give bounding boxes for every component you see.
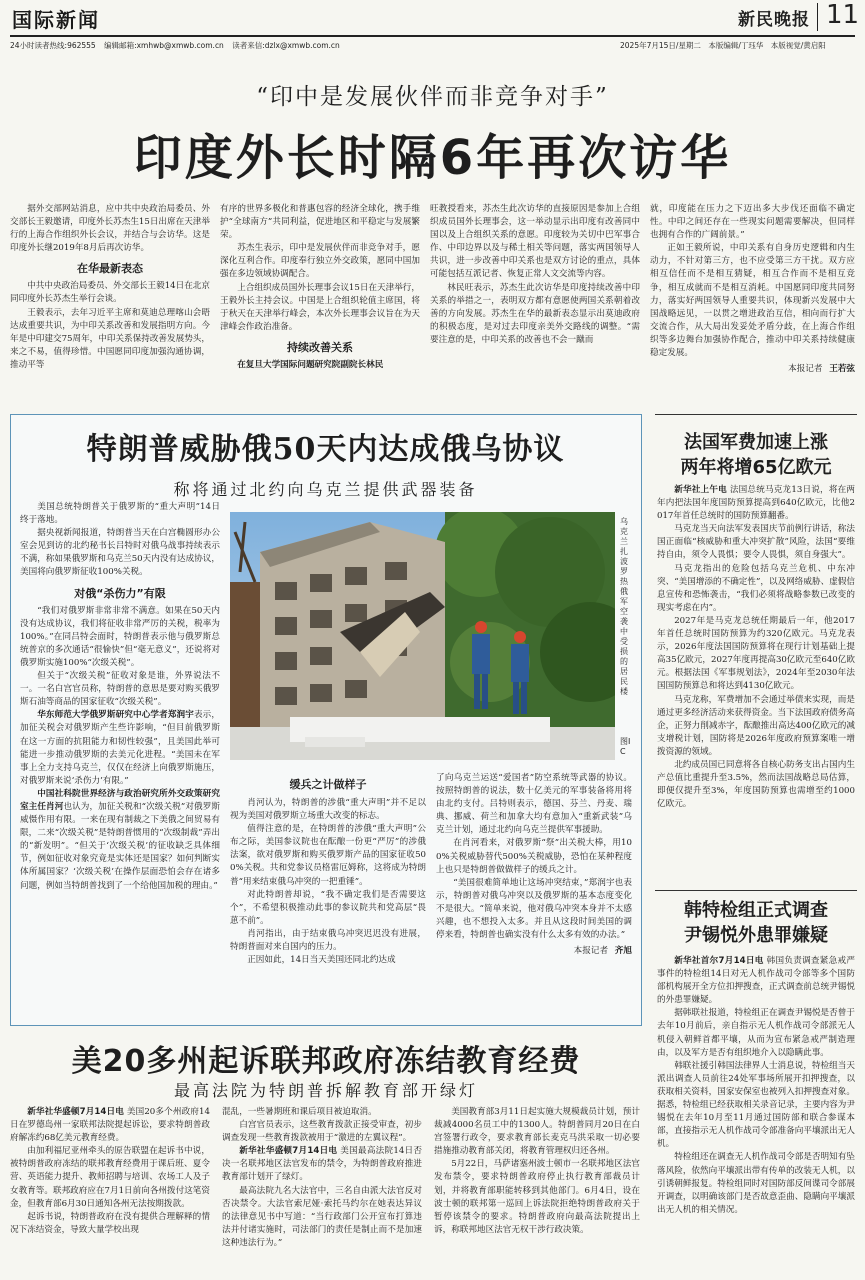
article-headline <box>655 898 857 948</box>
a5-col-2 <box>222 1106 422 1274</box>
subheading: 持续改善关系 <box>287 340 353 354</box>
a5-col-1 <box>10 1106 210 1274</box>
byline <box>436 944 632 956</box>
paragraph: 据外交部网站消息，应中共中央政治局委员、外交部长王毅邀请，印度外长苏杰生15日出席在天津举行的上海合作组织外长会议，并结合与会访华。这是印度外长继2019年8月后再次访华。 <box>10 204 210 254</box>
article-us-education <box>10 1030 642 1275</box>
paragraph: 特检组还在调查无人机作战司令部是否明知有坠落风险，依然向平壤派出带有传单的改装无人机，以引诱朝鲜报复。特检组同时对国防部反间谍司令部展开调查，以明确该部门是否故意歪曲、隐瞒向平壤派出无人机的相关情况。 <box>657 1152 855 1215</box>
paragraph <box>657 955 855 1007</box>
page-designer: 本版视觉/黄启阳 <box>770 41 826 50</box>
a2-col-2 <box>230 772 426 1022</box>
editor-email: 编辑邮箱:xmhwb@xmwb.com.cn <box>104 41 224 50</box>
paragraph-body: 美国最高法院14日否决一名联邦地区法官发布的禁令，为特朗普政府推进教育部计划开了绿灯。 <box>222 1146 422 1183</box>
paragraph: 林民旺表示，苏杰生此次访华是印度持续改善中印关系的举措之一，表明双方都有意愿使两国关系朝着改善的方向发展。苏杰生在华的最新表态显示出莫迪政府的积极态度，是对过去印度亲美外交路线的调整。“需要注意的是，中印关系的改善也不会一蹴而 <box>430 282 640 345</box>
a4-body <box>657 955 855 1273</box>
dateline: 新华社华盛顿7月14日电 <box>27 1107 124 1117</box>
article-subhead: 称将通过北约向乌克兰提供武器装备 <box>173 480 478 499</box>
article-headline <box>655 430 857 480</box>
source-name: 华东师范大学俄罗斯研究中心学者郑润宇 <box>37 710 194 721</box>
photo-credit: 图IC <box>620 737 631 756</box>
paragraph <box>20 788 220 893</box>
header-rule <box>10 35 855 37</box>
a3-body <box>657 484 855 880</box>
paragraph: 马克龙指出的危险包括乌克兰危机、中东冲突、“美国增添的不确定性”，以及网络威胁、虚假信息宣传和恐怖袭击，“我们必须将战略参数已改变的现实考虑在内”。 <box>657 563 855 613</box>
article-kicker: “印中是发展伙伴而非竞争对手” <box>256 84 609 110</box>
page-editor: 本版编辑/丁珏华 <box>708 41 764 50</box>
news-photo <box>230 512 615 760</box>
paragraph <box>20 709 220 788</box>
a1-col-4 <box>650 203 855 398</box>
paragraph <box>222 1145 422 1184</box>
paragraph: 据央视新闻报道，特朗普当天在白宫椭圆形办公室会见到访的北约秘书长吕特时对俄乌战事持续表示不满，称如果俄罗斯和乌克兰50天内没有达成协议，美国将向俄罗斯征收100%关税。 <box>20 528 220 578</box>
paragraph: 旺教授看来，苏杰生此次访华的直接原因是参加上合组织成员国外长理事会，这一举动显示出印度有改善同中国以及上合组织关系的意愿。印度较为关切中巴军事合作、中印边界以及与稀土相关等问题，落实两国领导人共识，进一步改善中印关系也是双方讨论的重点，具体可能包括互派记者、恢复正常人文交流等内容。 <box>430 204 640 280</box>
paragraph: 正如王毅所说，中印关系有自身历史逻辑和内生动力，不针对第三方，也不应受第三方干扰。双方应相互信任而不是相互猜疑，相互合作而不是相互竞争，相互成就而不是相互消耗。中国愿同印度共同努力，落实好两国领导人重要共识，体现新兴发展中大国战略远见，一以贯之增进政治互信，相向而行扩大交流合作，从大局出发妥处矛盾分歧，在上海合作组织等多边舞台加强协作配合，推动中印关系持续健康稳定发展。 <box>650 243 855 359</box>
article-headline: 印度外长时隔6年再次访华 <box>133 130 732 186</box>
a1-col-3 <box>430 203 640 398</box>
paragraph: 中共中央政治局委员、外交部长王毅14日在北京同印度外长苏杰生举行会谈。 <box>10 281 210 305</box>
subheading: 对俄“杀伤力”有限 <box>74 586 166 600</box>
a1-col-1 <box>10 203 210 398</box>
reader-hotline: 24小时读者热线:962555 <box>10 41 96 50</box>
paragraph: 上合组织成员国外长理事会议15日在天津举行，王毅外长主持会议。中国是上合组织轮值主席国，将于秋天在天津举行峰会，本次外长理事会议旨在为天津峰会作政治准备。 <box>220 282 420 332</box>
paragraph: 在肖河看来，对俄罗斯“祭”出关税大棒，用100%关税威胁替代500%关税威胁，恐怕在某种程度上也只是特朗普做做样子的缓兵之计。 <box>436 838 632 875</box>
paragraph: 肖河指出，由于结束俄乌冲突迟迟没有进展，特朗普面对来自国内的压力。 <box>230 928 426 953</box>
header-info-line <box>10 40 340 51</box>
paragraph: 值得注意的是，在特朗普的涉俄“重大声明”公布之际，美国参议院也在酝酿一份更“严厉”的涉俄法案，欲对俄罗斯和购买俄罗斯产品的国家征收500%关税。共和党参议员格雷厄姆称，这将成为特朗普“用来结束俄乌冲突的一把重锤”。 <box>230 824 426 887</box>
headline-line-1: 法国军费加速上涨 <box>684 432 828 453</box>
newspaper-logo: 新民晚报 <box>738 10 810 30</box>
headline-line-2: 两年将增65亿欧元 <box>680 457 832 478</box>
dateline: 新华社上午电 <box>674 485 727 495</box>
article-headline: 美20多州起诉联邦政府冻结教育经费 <box>71 1044 581 1079</box>
dateline: 新华社华盛顿7月14日电 <box>239 1146 338 1157</box>
article-france-defense <box>655 414 857 884</box>
paragraph: 韩联社援引韩国法律界人士消息说，特检组当天派出调查人员前往24处军事场所展开扣押搜查，以获取相关资料，国家安保室也被列入扣押搜查对象。据悉，特检组已经获取相关录音记录，主要内容为尹锡悦在去年10月至11月通过国防部和联合参谋本部，直接指示无人机作战司令部准备向平壤派出无人机。 <box>657 1060 855 1150</box>
headline-line-2: 尹锡悦外患罪嫌疑 <box>684 925 828 946</box>
paragraph: 据韩联社报道，特检组正在调查尹锡悦是否曾于去年10月前后，亲自指示无人机作战司令部派无人机侵入朝鲜首都平壤，从而为宣布紧急戒严制造理由，以及军方是否有组织地介入以隐瞒此事。 <box>657 1008 855 1058</box>
section-title: 国际新闻 <box>12 8 100 32</box>
paragraph: 王毅表示，去年习近平主席和莫迪总理喀山会晤达成重要共识，为中印关系改善和发展指明方向。今年是中印建交75周年，中印关系保持改善发展势头，来之不易，值得珍惜。中国愿同印度加强沟通协调，推动平等 <box>10 307 210 370</box>
paragraph: 有序的世界多极化和普惠包容的经济全球化，携手维护“全球南方”共同利益，促进地区和平稳定与发展繁荣。 <box>220 204 420 241</box>
paragraph: 肖河认为，特朗普的涉俄“重大声明”并不足以视为美国对俄罗斯立场重大改变的标志。 <box>230 798 426 822</box>
top-rule <box>655 414 857 415</box>
paragraph: 但关于“次级关税”征收对象是谁，外界说法不一。一名白宫官员称，特朗普的意思是要对购买俄罗斯石油等商品的国家征收“次级关税”。 <box>20 671 220 708</box>
paragraph: 在复旦大学国际问题研究院副院长林民 <box>237 359 384 370</box>
paragraph: 马克龙当天向法军发表国庆节前例行讲话，称法国正面临“核威胁和重大冲突扩散”风险，法国“要维持自由，须令人畏惧；要令人畏惧，须自身强大”。 <box>657 524 855 561</box>
paragraph: 北约成员国已同意将各自核心防务支出占国内生产总值比重提升至3.5%，然而法国战略总局估算，即便仅提升至3%，年度国防预算也需增至约1000亿欧元。 <box>657 759 855 810</box>
paragraph: 了向乌克兰运送“爱国者”防空系统等武器的协议。按照特朗普的说法，数十亿美元的军事装备将用将由北约支付。吕特则表示，德国、芬兰、丹麦、瑞典、挪威、荷兰和加拿大均有意加入“重新武装”乌克兰计划，通过北约向乌克兰提供军事援助。 <box>436 773 632 836</box>
byline-label: 本报记者 <box>788 364 823 375</box>
paragraph: 对此特朗普却说，“我不确定我们是否需要这个”，不希望积极推动此事的参议院共和党高层“畏葸不前”。 <box>230 889 426 926</box>
paragraph: 白宫官员表示，这些教育拨款正接受审查，初步调查发现一些教育拨款被用于“激进的左翼议程”。 <box>222 1120 422 1144</box>
paragraph: 由加利福尼亚州牵头的原告联盟在起诉书中说，被特朗普政府冻结的联邦教育经费用于课后班、夏令营、英语能力提升、教师招聘与培训、农场工人及子女教育等。联邦政府应在7月1日前向各州拨付这笔资金，但教育部6月30日通知各州无法按期拨款。 <box>10 1146 210 1209</box>
paragraph: “美国很难简单地让这场冲突结束，”郑润宇也表示，特朗普对俄乌冲突以及俄罗斯的基本态度变化不是很大。“简单来说，他对俄乌冲突本身并不太感兴趣，也不想投入太多。并且从这段时间美国的调停来看，特朗普也确实没有什么太多有效的办法。” <box>436 877 632 941</box>
paragraph-body: 表示，加征关税会对俄罗斯产生些许影响，“但目前俄罗斯在这一方面的抗阻能力和韧性较强”，且美国此举可能进一步推动俄罗斯的去美元化进程。“美国未在军事上全力支持乌克兰，仅仅在经济上向俄罗斯施压，对俄罗斯来说‘杀伤力’有限。” <box>20 710 220 786</box>
paragraph: 马克龙称，军费增加不会通过举债来实现，而是通过更多经济活动来获得资金。当下法国政府债务高企，正努力削减赤字，酝酿推出高达400亿欧元的减支增税计划，国防将是2026年度政府预算案唯一增拨资源的领域。 <box>657 694 855 757</box>
byline-name: 齐旭 <box>614 946 632 957</box>
paragraph: 美国教育部3月11日起实施大规模裁员计划，预计裁减4000名员工中的1300人。特朗普同月20日在白宫签署行政令，要求教育部长麦克马洪采取一切必要措施推动教育部关闭，将教育管理权归还各州。 <box>434 1107 640 1157</box>
paragraph-body: 也认为，加征关税和“次级关税”对俄罗斯威慑作用有限。一来在现有制裁之下美俄之间贸易有限，二来“次级关税”是特朗普惯用的“次级制裁”弄出的“新发明”。“但关于‘次级关税’的征收缺乏具体细节，例如征收对象究竟是实体还是国家？如何判断实体所属国家？‘次级关税’在操作层面恐怕会存在诸多问题，例如当特朗普找到了一个给他国加税的理由。” <box>20 801 220 891</box>
byline-label: 本报记者 <box>573 946 609 957</box>
headline-line-1: 韩特检组正式调查 <box>684 900 828 921</box>
article-india-fm-visit <box>0 56 865 396</box>
paragraph-body: 美国20多个州政府14日在罗德岛州一家联邦法院提起诉讼，要求特朗普政府解冻约68亿美元教育经费。 <box>10 1107 210 1144</box>
dateline: 新华社首尔7月14日电 <box>674 956 764 966</box>
subheading: 在华最新表态 <box>77 262 143 276</box>
page-number: 11 <box>826 0 860 30</box>
top-rule <box>655 890 857 891</box>
paragraph: 就，印度能在压力之下迈出多大步伐还面临不确定性。中印之间还存在一些现实问题需要解决，但同样也拥有合作的广阔前景。” <box>650 204 855 241</box>
article-headline: 特朗普威胁俄50天内达成俄乌协议 <box>86 432 565 467</box>
damaged-building-photo <box>230 512 615 760</box>
byline <box>650 362 855 374</box>
article-korea-probe <box>655 890 857 1275</box>
byline-name: 王若弦 <box>829 364 855 375</box>
paragraph: 美国总统特朗普关于俄罗斯的“重大声明”14日终于落地。 <box>20 502 220 526</box>
a1-col-2 <box>220 203 420 398</box>
paragraph <box>657 484 855 523</box>
a5-col-3 <box>434 1106 640 1274</box>
paragraph-body: 法国总统马克龙13日说，将在两年内把法国年度国防预算提高到640亿欧元，比他2017年首任总统时的国防预算翻番。 <box>657 485 855 522</box>
subheading: 缓兵之计做样子 <box>289 778 367 791</box>
paragraph: 5月22日，马萨诸塞州波士顿市一名联邦地区法官发布禁令，要求特朗普政府停止执行教育部裁员计划，并将教育部职能转移到其他部门。6月4日，设在波士顿的联邦第一巡回上诉法院拒绝特朗普政府关于暂停该禁令的要求。特朗普政府向最高法院提出上诉，称联邦地区法官无权干涉行政决策。 <box>434 1159 640 1235</box>
paragraph <box>10 1106 210 1145</box>
article-subhead: 最高法院为特朗普拆解教育部开绿灯 <box>173 1081 478 1100</box>
paragraph: “我们对俄罗斯非常非常不满意。如果在50天内没有达成协议，我们将征收非常严厉的关税，税率为100%。”在同吕特会面时，特朗普表示他与俄罗斯总统普京的多次通话“很愉快”但“毫无意义”，还说将对俄罗斯实施100%“次级关税”。 <box>20 605 220 668</box>
issue-date: 2025年7月15日/星期二 <box>620 41 701 50</box>
paragraph: 苏杰生表示，印中是发展伙伴而非竞争对手，愿深化互利合作。印度奉行独立外交政策，愿同中国加强在多边领域协调配合。 <box>220 243 420 280</box>
a2-col-1 <box>20 501 220 1021</box>
paragraph-body: 韩国负责调查紧急戒严事件的特检组14日对无人机作战司令部等多个国防部机构展开全方位扣押搜查，正式调查前总统尹锡悦的外患罪嫌疑。 <box>657 956 855 1006</box>
photo-caption: 乌克兰 扎波罗热 俄军空袭中受损的居民楼 <box>620 517 628 696</box>
section-header <box>0 0 865 50</box>
paragraph: 起诉书说，特朗普政府在没有提供合理解释的情况下冻结资金，导致大量学校出现 <box>10 1211 210 1235</box>
paragraph: 混乱，一些暑期班和课后项目被迫取消。 <box>222 1107 377 1117</box>
logo-divider <box>817 3 818 31</box>
paragraph: 正因如此，14日当天美国还同北约达成 <box>247 955 396 966</box>
reader-email: 读者来信:dzlx@xmwb.com.cn <box>232 41 340 50</box>
header-meta <box>620 40 826 51</box>
source-name: 中国社科院世界经济与政治研究所外交政策研究室主任肖河 <box>20 788 220 812</box>
article-trump-russia-box <box>10 414 642 1026</box>
a2-col-3 <box>436 772 632 1022</box>
paragraph: 最高法院九名大法官中，三名自由派大法官反对否决禁令。大法官索尼娅·索托马约尔在她表达异议的法律意见书中写道：“当行政部门公开宣布打算违法并付诸实施时，司法部门的责任是制止而不是加速这种违法行为。” <box>222 1185 422 1248</box>
paragraph: 2027年是马克龙总统任期最后一年，他2017年首任总统时国防预算为约320亿欧元。马克龙表示，2026年度法国国防预算将在现行计划基础上提高35亿欧元，2027年度再提高30亿欧元至640亿欧元。根据法国《军事规划法》，2024年至2030年法国国防预算总和将达到4130亿欧元。 <box>657 615 855 692</box>
